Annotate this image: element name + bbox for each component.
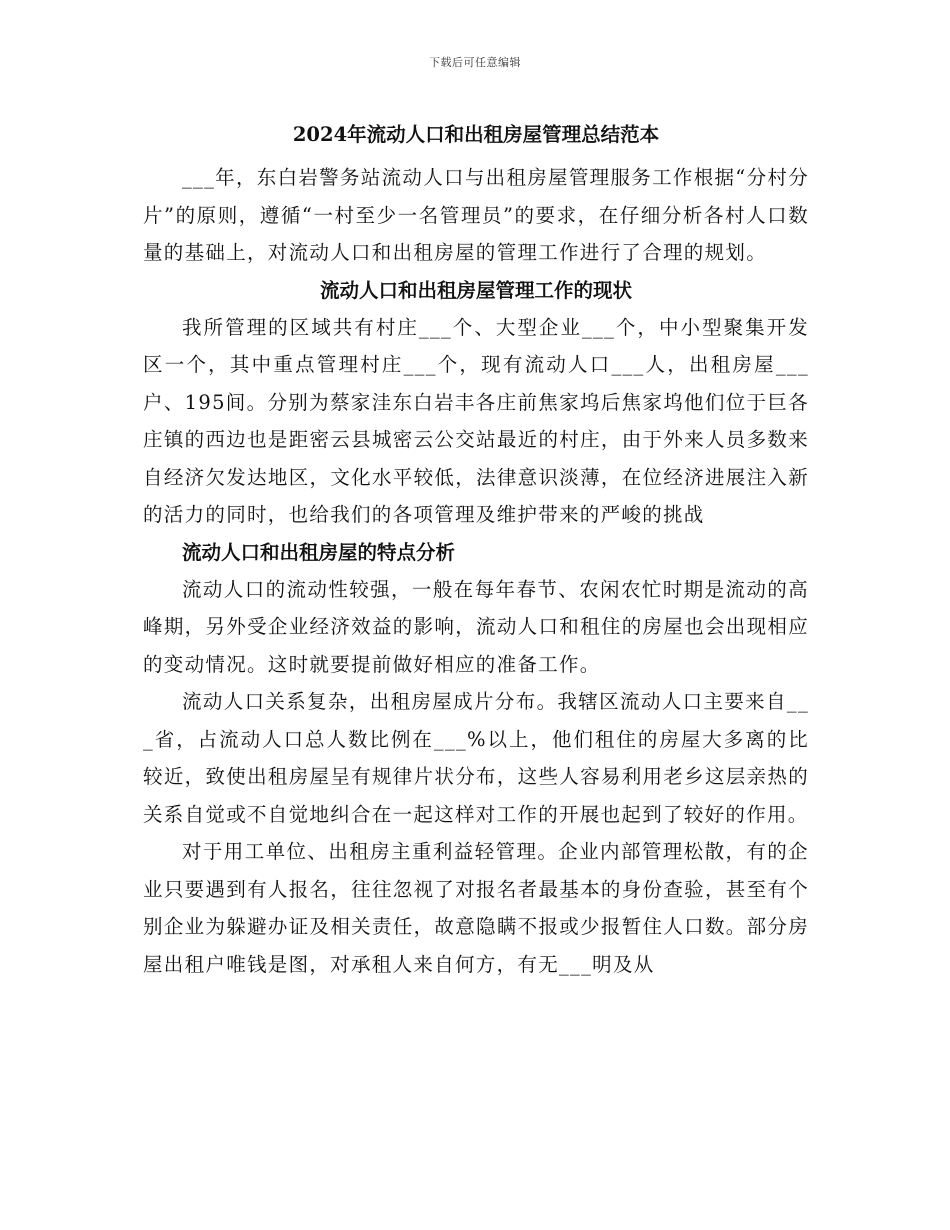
section-heading-analysis: 流动人口和出租房屋的特点分析	[182, 540, 456, 564]
analysis-paragraph-relations: 流动人口关系复杂，出租房屋成片分布。我辖区流动人口主要来自___省，占流动人口总人数比例在___%以上，他们租住的房屋大多离的比较近，致使出租房屋呈有规律片状分布，这些人容易利用老乡这层亲热的关系自觉或不自觉地纠合在一起这样对工作的开展也起到了较好的作用。	[143, 690, 809, 826]
analysis-paragraph-management: 对于用工单位、出租房主重利益轻管理。企业内部管理松散，有的企业只要遇到有人报名，往往忽视了对报名者最基本的身份查验，甚至有个别企业为躲避办证及相关责任，故意隐瞒不报或少报暂住人口数。部分房屋出租户唯钱是图，对承租人来自何方，有无___明及从	[143, 840, 809, 976]
analysis-paragraph-mobility: 流动人口的流动性较强，一般在每年春节、农闲农忙时期是流动的高峰期，另外受企业经济效益的影响，流动人口和租住的房屋也会出现相应的变动情况。这时就要提前做好相应的准备工作。	[143, 577, 809, 676]
section-heading-status: 流动人口和出租房屋管理工作的现状	[319, 278, 632, 302]
page-header-note: 下载后可任意编辑	[429, 56, 521, 69]
status-paragraph: 我所管理的区域共有村庄___个、大型企业___个，中小型聚集开发区一个，其中重点管理村庄___个，现有流动人口___人，出租房屋___户、195间。分别为蔡家洼东白岩丰各庄前焦家坞后焦家坞他们位于巨各庄镇的西边也是距密云县城密云公交站最近的村庄，由于外来人员多数来自经济欠发达地区，文化水平较低，法律意识淡薄，在位经济进展注入新的活力的同时，也给我们的各项管理及维护带来的严峻的挑战	[143, 315, 809, 526]
document-title: 2024年流动人口和出租房屋管理总结范本	[292, 123, 660, 146]
intro-paragraph: ___年，东白岩警务站流动人口与出租房屋管理服务工作根据“分村分片”的原则，遵循“一村至少一名管理员”的要求，在仔细分析各村人口数量的基础上，对流动人口和出租房屋的管理工作进行了合理的规划。	[143, 166, 809, 264]
document-body	[143, 120, 809, 983]
